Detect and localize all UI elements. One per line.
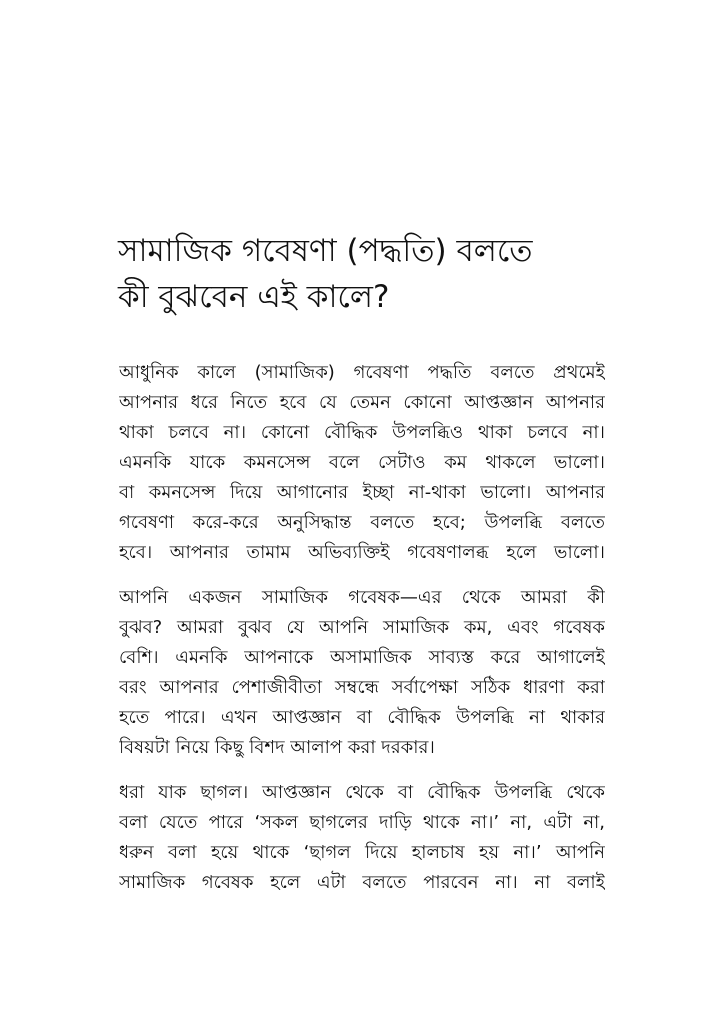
text-line: বুঝব? আমরা বুঝব যে আপনি সামাজিক কম, এবং গবেষক [119, 617, 605, 638]
chapter-heading [118, 228, 618, 320]
text-line: বেশি। এমনকি আপনাকে অসামাজিক সাব্যস্ত করে আগালেই [119, 647, 605, 668]
text-line: থাকা চলবে না। কোনো বৌদ্ধিক উপলব্ধিও থাকা চলবে না। [119, 422, 605, 443]
paragraph-3 [119, 778, 605, 898]
text-line: বিষয়টা নিয়ে কিছু বিশদ আলাপ করা দরকার। [119, 737, 435, 758]
text-line: বা কমনসেন্স দিয়ে আগানোর ইচ্ছা না-থাকা ভালো। আপনার [119, 482, 605, 503]
text-line: হবে। আপনার তামাম অভিব্যক্তিই গবেষণালব্ধ হলে ভালো। [119, 542, 605, 563]
heading-line-1: সামাজিক গবেষণা (পদ্ধতি) বলতে [118, 233, 533, 269]
text-line: আধুনিক কালে (সামাজিক) গবেষণা পদ্ধতি বলতে প্রথমেই [119, 362, 605, 383]
text-line: গবেষণা করে-করে অনুসিদ্ধান্ত বলতে হবে; উপলব্ধি বলতে [119, 512, 605, 533]
text-line: বরং আপনার পেশাজীবীতা সম্বন্ধে সর্বাপেক্ষা সঠিক ধারণা করা [119, 677, 605, 698]
text-line: হতে পারে। এখন আপ্তজ্ঞান বা বৌদ্ধিক উপলব্ধি না থাকার [119, 707, 605, 728]
text-line: ধরুন বলা হয়ে থাকে ‘ছাগল দিয়ে হালচাষ হয় না।’ আপনি [119, 842, 605, 863]
heading-line-2: কী বুঝবেন এই কালে? [118, 279, 390, 315]
text-line: ধরা যাক ছাগল। আপ্তজ্ঞান থেকে বা বৌদ্ধিক উপলব্ধি থেকে [119, 782, 605, 803]
text-line: এমনকি যাকে কমনসেন্স বলে সেটাও কম থাকলে ভালো। [119, 452, 605, 473]
body-text [119, 358, 605, 913]
text-line: আপনি একজন সামাজিক গবেষক—এর থেকে আমরা কী [119, 587, 605, 608]
text-line: সামাজিক গবেষক হলে এটা বলতে পারবেন না। না বলাই [119, 872, 605, 893]
text-line: বলা যেতে পারে ‘সকল ছাগলের দাড়ি থাকে না।’ না, এটা না, [119, 812, 605, 833]
text-line: আপনার ধরে নিতে হবে যে তেমন কোনো আপ্তজ্ঞান আপনার [119, 392, 605, 413]
paragraph-1 [119, 358, 605, 568]
paragraph-2 [119, 583, 605, 763]
